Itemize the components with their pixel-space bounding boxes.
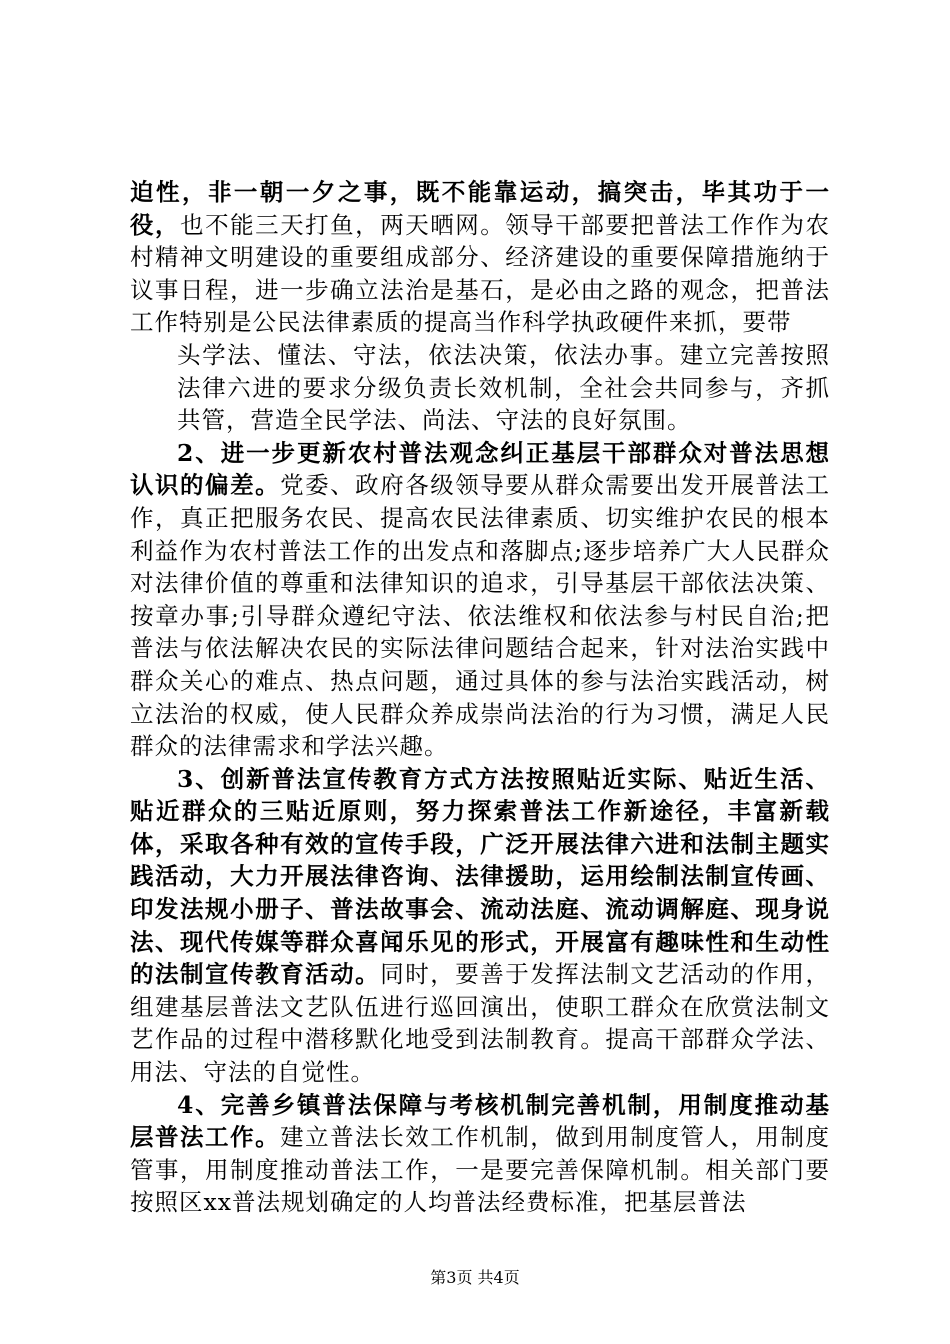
paragraph-lead-bold: 4、完善乡镇普法保障与考核机制完善机制，用制度推动基层普法工作。	[130, 1090, 830, 1152]
page-footer: 第3页 共4页	[430, 1268, 520, 1287]
paragraph-text: 同时，要善于发挥法制文艺活动的作用，组建基层普法文艺队伍进行巡回演出，使职工群众在欣赏法制文艺作品的过程中潜移默化地受到法制教育。提高干部群众学法、用法、守法的自觉性。	[130, 960, 831, 1087]
paragraph-continuation	[130, 176, 830, 339]
paragraph-item-3	[130, 763, 830, 1089]
paragraph-lead-bold: 迫性，非一朝一夕之事，既不能靠运动，搞突击，毕其功于一役，	[130, 178, 830, 239]
paragraph-lead-bold: 2、进一步更新农村普法观念纠正基层干部群众对普法思想认识的偏差。	[130, 438, 830, 500]
paragraph-text: 党委、政府各级领导要从群众需要出发开展普法工作，真正把服务农民、提高农民法律素质、切实维护农民的根本利益作为农村普法工作的出发点和落脚点;逐步培养广大人民群众对法律价值的尊重和法律知识的追求，引导基层干部依法决策、按章办事;引导群众遵纪守法、依法维权和依法参与村民自治;把普法与依法解决农民的实际法律问题结合起来，针对法治实践中群众关心的难点、热点问题，通过具体的参与法治实践活动，树立法治的权威，使人民群众养成崇尚法治的行为习惯，满足人民群众的法律需求和学法兴趣。	[130, 471, 831, 761]
paragraph-lead-bold: 3、创新普法宣传教育方式方法按照贴近实际、贴近生活、贴近群众的三贴近原则，努力探索普法工作新途径，丰富新载体，采取各种有效的宣传手段，广泛开展法律六进和法制主题实践活动，大力开展法律咨询、法律援助，运用绘制法制宣传画、印发法规小册子、普法故事会、流动法庭、流动调解庭、现身说法、现代传媒等群众喜闻乐见的形式，开展富有趣味性和生动性的法制宣传教育活动。	[130, 764, 830, 989]
paragraph-continuation-indented	[130, 339, 830, 437]
paragraph-text: 建立普法长效工作机制，做到用制度管人，用制度管事，用制度推动普法工作，一是要完善保障机制。相关部门要按照区xx普法规划确定的人均普法经费标准，把基层普法	[130, 1123, 831, 1217]
paragraph-text: 头学法、懂法、守法，依法决策，依法办事。建立完善按照法律六进的要求分级负责长效机制，全社会共同参与，齐抓共管，营造全民学法、尚法、守法的良好氛围。	[177, 340, 830, 435]
paragraph-item-2	[130, 437, 830, 763]
paragraph-item-4	[130, 1089, 830, 1219]
document-body	[130, 176, 830, 1219]
paragraph-text: 也不能三天打鱼，两天晒网。领导干部要把普法工作作为农村精神文明建设的重要组成部分、经济建设的重要保障措施纳于议事日程，进一步确立法治是基石，是必由之路的观念，把普法工作特别是公民法律素质的提高当作科学执政硬件来抓，要带	[130, 210, 831, 337]
